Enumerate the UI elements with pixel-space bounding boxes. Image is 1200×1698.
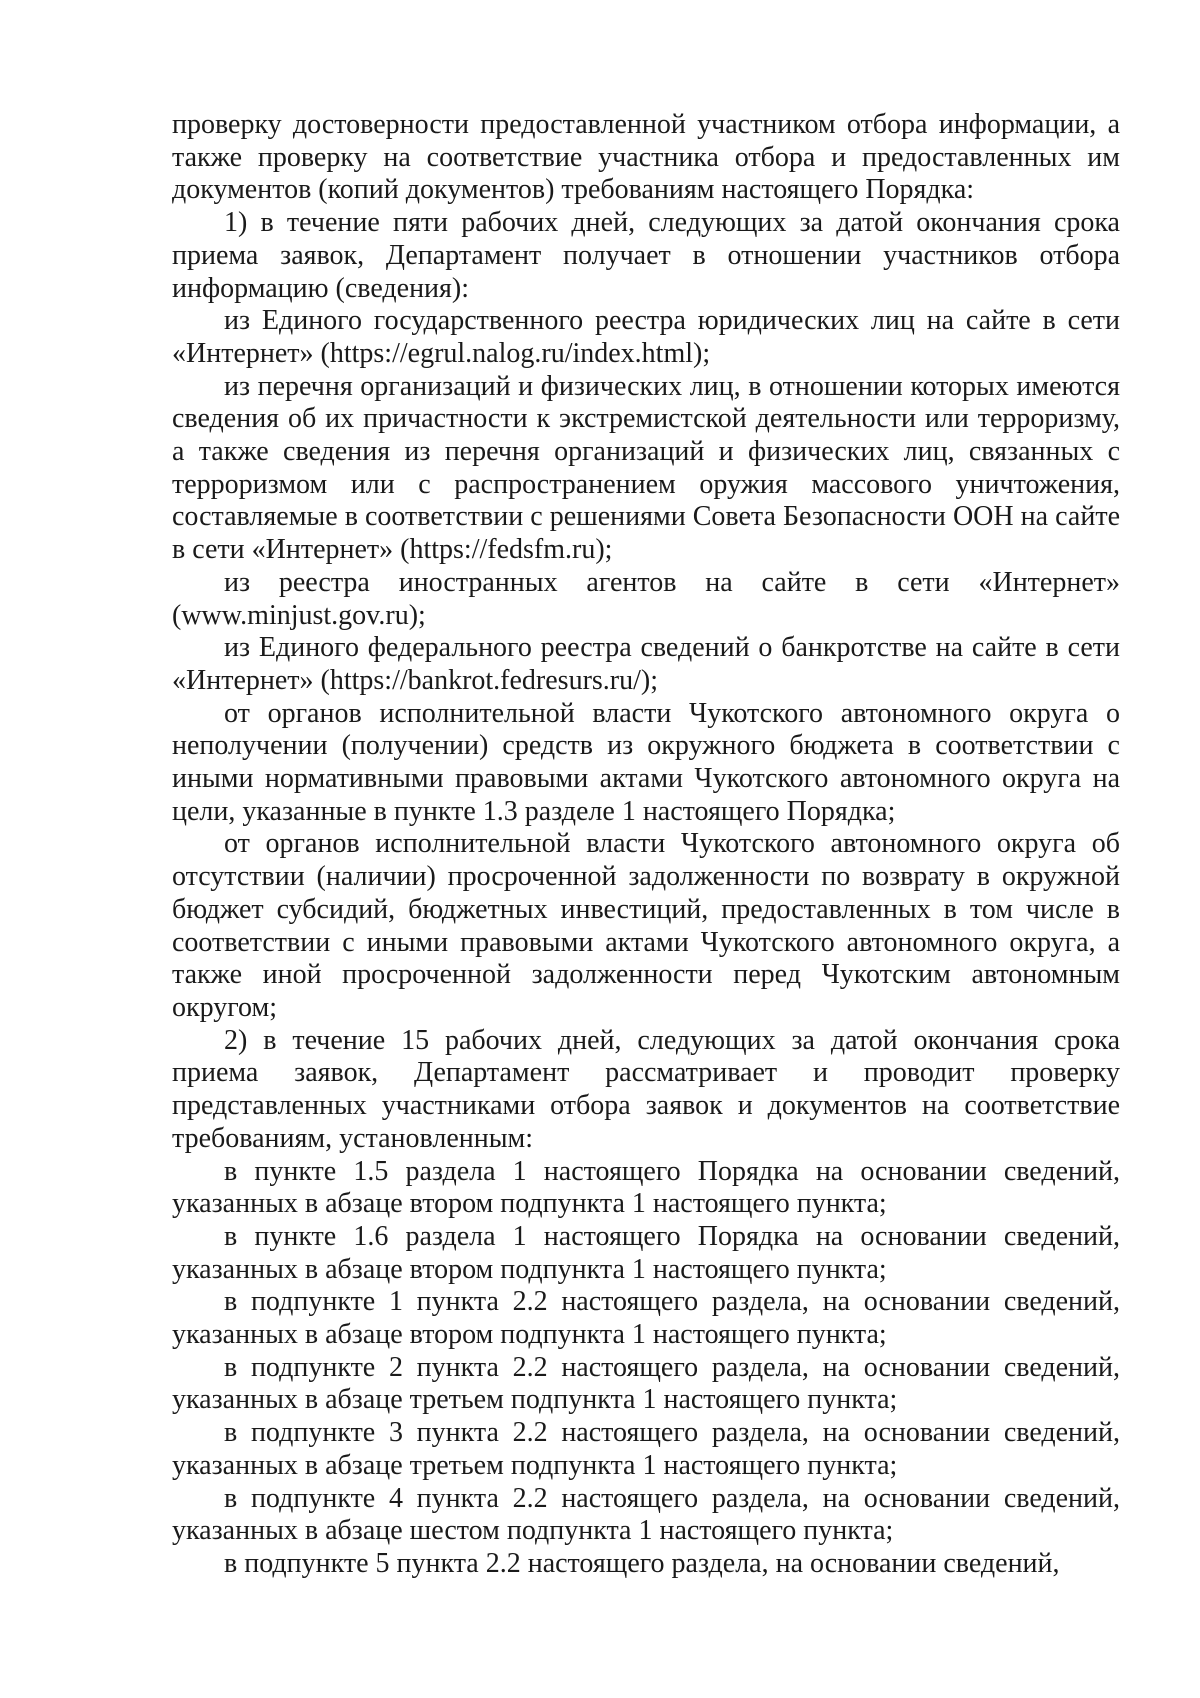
paragraph-fedresurs-source: из Единого федерального реестра сведений о банкротстве на сайте в сети «Интернет» (https://bankrot.fedresurs.ru/); xyxy=(172,632,1120,696)
paragraph-minjust-source: из реестра иностранных агентов на сайте в сети «Интернет» (www.minjust.gov.ru); xyxy=(172,566,1120,631)
paragraph-budget-funds: от органов исполнительной власти Чукотского автономного округа о неполучении (получении) средств из окружного бюджета в соответствии с иными нормативными правовыми актами Чукотского автономного округа на цели, указанные в пункте 1.3 разделе 1 настоящего Порядка; xyxy=(172,697,1120,827)
paragraph-requirement-2-2-2: в подпункте 2 пункта 2.2 настоящего раздела, на основании сведений, указанных в абзаце третьем подпункта 1 настоящего пункта; xyxy=(172,1351,1120,1416)
paragraph-requirement-2-2-1: в подпункте 1 пункта 2.2 настоящего раздела, на основании сведений, указанных в абзаце втором подпункта 1 настоящего пункта; xyxy=(172,1286,1120,1351)
paragraph-requirement-1-5: в пункте 1.5 раздела 1 настоящего Порядка на основании сведений, указанных в абзаце втором подпункта 1 настоящего пункта; xyxy=(172,1155,1120,1220)
paragraph-subitem-1: 1) в течение пяти рабочих дней, следующих за датой окончания срока приема заявок, Департамент получает в отношении участников отбора информацию (сведения): xyxy=(172,207,1120,304)
document-page xyxy=(172,109,1120,1581)
paragraph-fedsfm-source: из перечня организаций и физических лиц, в отношении которых имеются сведения об их причастности к экстремистской деятельности или терроризму, а также сведения из перечня организаций и физических лиц, связанных с терроризмом или с распространением оружия массового уничтожения, составляемые в соответствии с решениями Совета Безопасности ООН на сайте в сети «Интернет» (https://fedsfm.ru); xyxy=(172,370,1120,566)
paragraph-subitem-2: 2) в течение 15 рабочих дней, следующих за датой окончания срока приема заявок, Департамент рассматривает и проводит проверку представленных участниками отбора заявок и документов на соответствие требованиям, установленным: xyxy=(172,1024,1120,1154)
paragraph-egrul-source: из Единого государственного реестра юридических лиц на сайте в сети «Интернет» (https://egrul.nalog.ru/index.html); xyxy=(172,305,1120,369)
paragraph-continuation: проверку достоверности предоставленной участником отбора информации, а также проверку на соответствие участника отбора и предоставленных им документов (копий документов) требованиям настоящего Порядка: xyxy=(172,109,1120,206)
paragraph-requirement-2-2-3: в подпункте 3 пункта 2.2 настоящего раздела, на основании сведений, указанных в абзаце третьем подпункта 1 настоящего пункта; xyxy=(172,1417,1120,1481)
paragraph-overdue-debt: от органов исполнительной власти Чукотского автономного округа об отсутствии (наличии) просроченной задолженности по возврату в окружной бюджет субсидий, бюджетных инвестиций, предоставленных в том числе в соответствии с иными правовыми актами Чукотского автономного округа, а также иной просроченной задолженности перед Чукотским автономным округом; xyxy=(172,828,1120,1023)
paragraph-requirement-2-2-5: в подпункте 5 пункта 2.2 настоящего раздела, на основании сведений, xyxy=(224,1547,1060,1579)
paragraph-requirement-1-6: в пункте 1.6 раздела 1 настоящего Порядка на основании сведений, указанных в абзаце втором подпункта 1 настоящего пункта; xyxy=(172,1220,1120,1285)
paragraph-requirement-2-2-4: в подпункте 4 пункта 2.2 настоящего раздела, на основании сведений, указанных в абзаце шестом подпункта 1 настоящего пункта; xyxy=(172,1482,1120,1547)
